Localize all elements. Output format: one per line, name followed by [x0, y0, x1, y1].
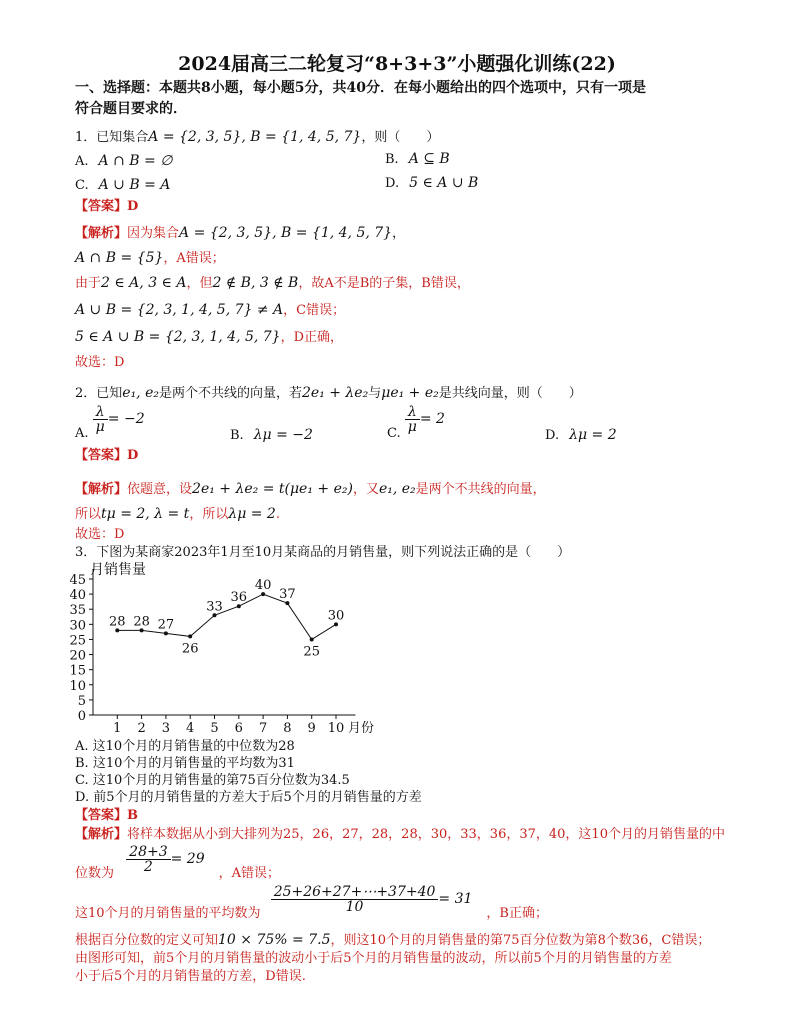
q3-option-c: C. 这10个月的月销售量的第75百分位数为34.5: [75, 773, 350, 788]
x-tick-label: 5: [210, 721, 219, 736]
q3-answer: 【答案】B: [75, 808, 139, 823]
x-tick-label: 4: [186, 721, 195, 736]
q1-analysis-line4: A ∪ B = {2, 3, 1, 4, 5, 7} ≠ A，C错误；: [75, 302, 346, 318]
x-tick-label: 6: [234, 721, 243, 736]
q2-analysis-line2: 所以tμ = 2, λ = t，所以λμ = 2.: [75, 506, 280, 522]
data-label: 40: [254, 578, 272, 594]
y-tick-label: 15: [69, 663, 86, 679]
q1-stem: 1．已知集合A = {2, 3, 5}, B = {1, 4, 5, 7}，则（ ）: [75, 129, 440, 145]
data-point: [188, 634, 192, 638]
data-label: 27: [157, 617, 175, 633]
q3-analysis-line5: 由图形可知，前5个月的月销售量的波动小于后5个月的月销售量的波动，所以前5个月的月销售量的方差: [75, 951, 672, 966]
q1-answer: 【答案】D: [75, 199, 139, 214]
x-tick-label: 3: [161, 721, 171, 736]
q2-option-d: D. λμ = 2: [545, 427, 617, 443]
x-tick-label: 9: [307, 721, 316, 736]
x-tick-label: 1: [113, 721, 122, 736]
q3-analysis-line2: 位数为 $\frac{28+3}{2}$ = 29，A错误；: [75, 844, 280, 881]
q3-option-a: A. 这10个月的月销售量的中位数为28: [75, 739, 295, 754]
x-tick-label: 7: [258, 721, 268, 736]
q1-analysis-line5: 5 ∈ A ∪ B = {2, 3, 1, 4, 5, 7}，D正确，: [75, 329, 344, 345]
y-tick-label: 5: [77, 693, 86, 709]
series-line: [117, 594, 336, 639]
q3-analysis-line3: 这10个月的月销售量的平均数为 $\frac{25+26+27+\cdots+37+40}{10}$ = 31，B正确；: [75, 884, 548, 921]
y-axis-label: 月销售量: [90, 562, 146, 578]
q1-analysis-line6: 故选：D: [75, 355, 125, 370]
q1-option-a: A. A ∩ B = ∅: [75, 153, 173, 169]
q2-option-c: C. $\frac{\lambda}{\mu}$ = 2: [387, 404, 445, 441]
q1-option-c: C. A ∪ B = A: [75, 177, 171, 193]
q2-stem: 2．已知e₁, e₂是两个不共线的向量，若2e₁ + λe₂与μe₁ + e₂是共线向量，则（ ）: [75, 385, 582, 401]
data-label: 25: [303, 644, 320, 660]
q3-option-b: B. 这10个月的月销售量的平均数为31: [75, 756, 295, 771]
data-label: 28: [109, 614, 126, 630]
y-tick-label: 25: [69, 633, 86, 649]
q3-option-d: D. 前5个月的月销售量的方差大于后5个月的月销售量的方差: [75, 790, 422, 805]
q2-option-b: B. λμ = −2: [230, 427, 313, 443]
section-heading-line1: 一、选择题：本题共8小题，每小题5分，共40分．在每小题给出的四个选项中，只有一项是: [75, 80, 646, 96]
q1-option-b: B. A ⊆ B: [385, 151, 450, 167]
data-point: [310, 637, 314, 641]
page-title: 2024届高三二轮复习“8+3+3”小题强化训练(22): [178, 53, 616, 75]
x-tick-label: 10: [327, 721, 345, 736]
q2-analysis-line3: 故选：D: [75, 527, 125, 542]
y-tick-label: 30: [69, 618, 86, 634]
y-tick-label: 35: [69, 603, 86, 619]
data-label: 30: [327, 608, 345, 624]
data-label: 37: [279, 587, 296, 603]
y-tick-label: 0: [77, 709, 86, 724]
q1-option-d: D. 5 ∈ A ∪ B: [385, 175, 479, 191]
data-label: 36: [230, 590, 248, 606]
q1-analysis-line2: A ∩ B = {5}，A错误；: [75, 250, 225, 266]
q3-analysis-line6: 小于后5个月的月销售量的方差，D错误.: [75, 969, 306, 984]
y-tick-label: 20: [69, 648, 86, 664]
q2-analysis-line1: 【解析】依题意，设2e₁ + λe₂ = t(μe₁ + e₂)，又e₁, e₂是两个不共线的向量，: [75, 481, 546, 497]
x-tick-label: 8: [283, 721, 292, 736]
q3-stem: 3．下图为某商家2023年1月至10月某商品的月销售量，则下列说法正确的是（ ）: [75, 545, 571, 560]
q3-analysis-line4: 根据百分位数的定义可知10 × 75% = 7.5，则这10个月的月销售量的第75百分位数为第8个数36，C错误；: [75, 932, 711, 948]
y-tick-label: 10: [69, 678, 86, 694]
q1-analysis-line1: 【解析】因为集合A = {2, 3, 5}, B = {1, 4, 5, 7}，: [75, 225, 406, 241]
y-tick-label: 45: [69, 573, 86, 588]
x-axis-label: 月份: [348, 721, 375, 736]
q2-answer: 【答案】D: [75, 448, 139, 463]
data-label: 28: [133, 614, 150, 630]
q1-sets: A = {2, 3, 5}, B = {1, 4, 5, 7}: [148, 129, 362, 145]
data-label: 26: [181, 641, 199, 657]
x-tick-label: 2: [137, 721, 146, 736]
q2-option-a: A. $\frac{\lambda}{\mu}$ = −2: [75, 404, 145, 441]
data-label: 33: [206, 599, 223, 615]
sales-line-chart: [60, 558, 420, 738]
y-tick-label: 40: [69, 588, 86, 604]
section-heading-line2: 符合题目要求的．: [75, 101, 187, 117]
q1-analysis-line3: 由于2 ∈ A, 3 ∈ A，但2 ∉ B, 3 ∉ B，故A不是B的子集，B错误，: [75, 275, 470, 291]
q3-analysis-line1: 【解析】将样本数据从小到大排列为25，26，27，28，28，30，33，36，37，40，这10个月的月销售量的中: [75, 827, 725, 842]
